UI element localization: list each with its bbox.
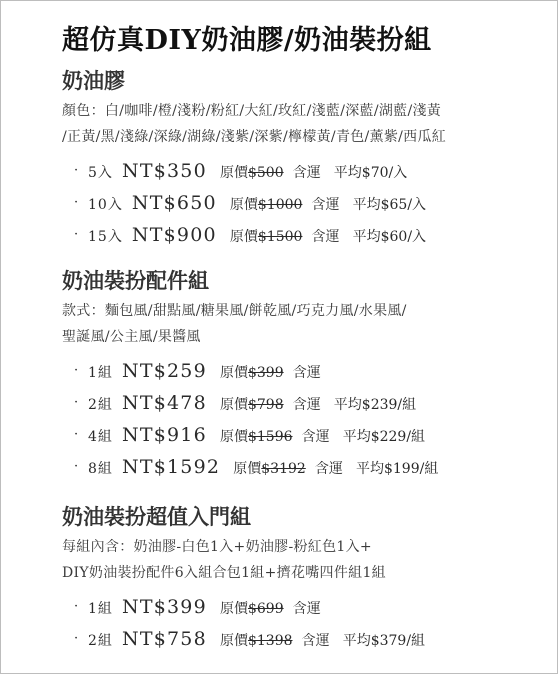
bullet-dot-icon: · (74, 631, 79, 646)
price-item (62, 420, 552, 452)
section-starter-set (62, 502, 552, 656)
price-item (62, 220, 552, 252)
section-description (62, 98, 552, 150)
bullet-dot-icon: · (74, 599, 79, 614)
bullet-dot-icon: · (74, 427, 79, 442)
original-price-label: 原價 (219, 397, 248, 413)
shipping-included: 含運 (311, 229, 340, 245)
bullet-dot-icon: · (74, 227, 79, 242)
quantity: 2組 (88, 633, 113, 649)
bullet-dot-icon: · (74, 363, 79, 378)
section-description (62, 534, 552, 586)
section-cream-glue (62, 66, 552, 252)
original-price (233, 461, 306, 477)
shipping-included: 含運 (292, 365, 321, 381)
original-price-label: 原價 (229, 197, 258, 213)
original-price-value: $1000 (257, 197, 303, 213)
section-decoration-kit (62, 266, 552, 484)
original-price-label: 原價 (229, 229, 258, 245)
section-heading: 奶油膠 (62, 68, 125, 93)
sale-price: NT$478 (122, 392, 207, 414)
original-price (230, 229, 303, 245)
shipping-included: 含運 (292, 601, 321, 617)
quantity: 10入 (88, 197, 123, 213)
quantity: 4組 (88, 429, 113, 445)
original-price-value: $3192 (261, 461, 306, 477)
original-price-value: $699 (247, 601, 284, 617)
original-price (220, 601, 284, 617)
sale-price: NT$900 (131, 224, 217, 246)
original-price-label: 原價 (219, 365, 248, 381)
original-price (220, 633, 293, 649)
section-heading: 奶油裝扮超值入門組 (62, 504, 251, 529)
quantity: 1組 (88, 365, 113, 381)
original-price (220, 397, 284, 413)
price-item (62, 356, 552, 388)
section-description (62, 298, 552, 350)
original-price-label: 原價 (219, 601, 248, 617)
quantity: 8組 (88, 461, 113, 477)
price-item (62, 624, 552, 656)
original-price-label: 原價 (219, 633, 248, 649)
shipping-included: 含運 (301, 429, 330, 445)
average-price: 平均$60/入 (352, 229, 427, 245)
shipping-included: 含運 (311, 197, 340, 213)
description-line: 聖誕風/公主風/果醬風 (62, 329, 201, 345)
description-line: 每組內含：奶油膠-白色1入+奶油膠-粉紅色1入+ (62, 539, 372, 555)
original-price-value: $500 (247, 165, 284, 181)
original-price-label: 原價 (219, 429, 248, 445)
shipping-included: 含運 (292, 165, 321, 181)
original-price (230, 197, 303, 213)
price-list (62, 356, 552, 484)
average-price: 平均$65/入 (352, 197, 427, 213)
section-heading: 奶油裝扮配件組 (62, 268, 209, 293)
price-list (62, 156, 552, 252)
description-line: 款式：麵包風/甜點風/糖果風/餅乾風/巧克力風/水果風/ (62, 303, 407, 319)
bullet-dot-icon: · (74, 195, 79, 210)
price-item (62, 156, 552, 188)
average-price: 平均$199/組 (355, 461, 439, 477)
quantity: 2組 (88, 397, 113, 413)
shipping-included: 含運 (292, 397, 321, 413)
sale-price: NT$916 (122, 424, 207, 446)
original-price (220, 365, 284, 381)
original-price-value: $1596 (247, 429, 293, 445)
original-price-label: 原價 (233, 461, 262, 477)
shipping-included: 含運 (314, 461, 343, 477)
price-item (62, 388, 552, 420)
original-price (220, 429, 293, 445)
price-list (62, 592, 552, 656)
average-price: 平均$70/入 (333, 165, 408, 181)
quantity: 1組 (88, 601, 113, 617)
average-price: 平均$379/組 (342, 633, 426, 649)
shipping-included: 含運 (301, 633, 330, 649)
description-line: /正黃/黑/淺綠/深綠/湖綠/淺紫/深紫/檸檬黃/青色/薰紫/西瓜紅 (62, 129, 447, 145)
description-line: 顏色：白/咖啡/橙/淺粉/粉紅/大紅/玫紅/淺藍/深藍/湖藍/淺黃 (62, 103, 442, 119)
original-price-label: 原價 (219, 165, 248, 181)
original-price (220, 165, 284, 181)
description-line: DIY奶油裝扮配件6入組合包1組+擠花嘴四件組1組 (62, 565, 386, 581)
sale-price: NT$399 (122, 596, 207, 618)
original-price-value: $1398 (247, 633, 293, 649)
page-title: 超仿真DIY奶油膠/奶油裝扮組 (62, 25, 432, 56)
average-price: 平均$229/組 (342, 429, 426, 445)
sale-price: NT$650 (131, 192, 217, 214)
price-item (62, 592, 552, 624)
bullet-dot-icon: · (74, 395, 79, 410)
bullet-dot-icon: · (74, 163, 79, 178)
sale-price: NT$758 (122, 628, 207, 650)
bullet-dot-icon: · (74, 459, 79, 474)
original-price-value: $798 (247, 397, 284, 413)
original-price-value: $399 (247, 365, 284, 381)
sale-price: NT$350 (122, 160, 207, 182)
quantity: 15入 (88, 229, 123, 245)
sale-price: NT$1592 (122, 456, 221, 478)
quantity: 5入 (88, 165, 113, 181)
price-item (62, 188, 552, 220)
original-price-value: $1500 (257, 229, 303, 245)
average-price: 平均$239/組 (333, 397, 417, 413)
sale-price: NT$259 (122, 360, 207, 382)
product-listing (62, 22, 552, 656)
price-item (62, 452, 552, 484)
